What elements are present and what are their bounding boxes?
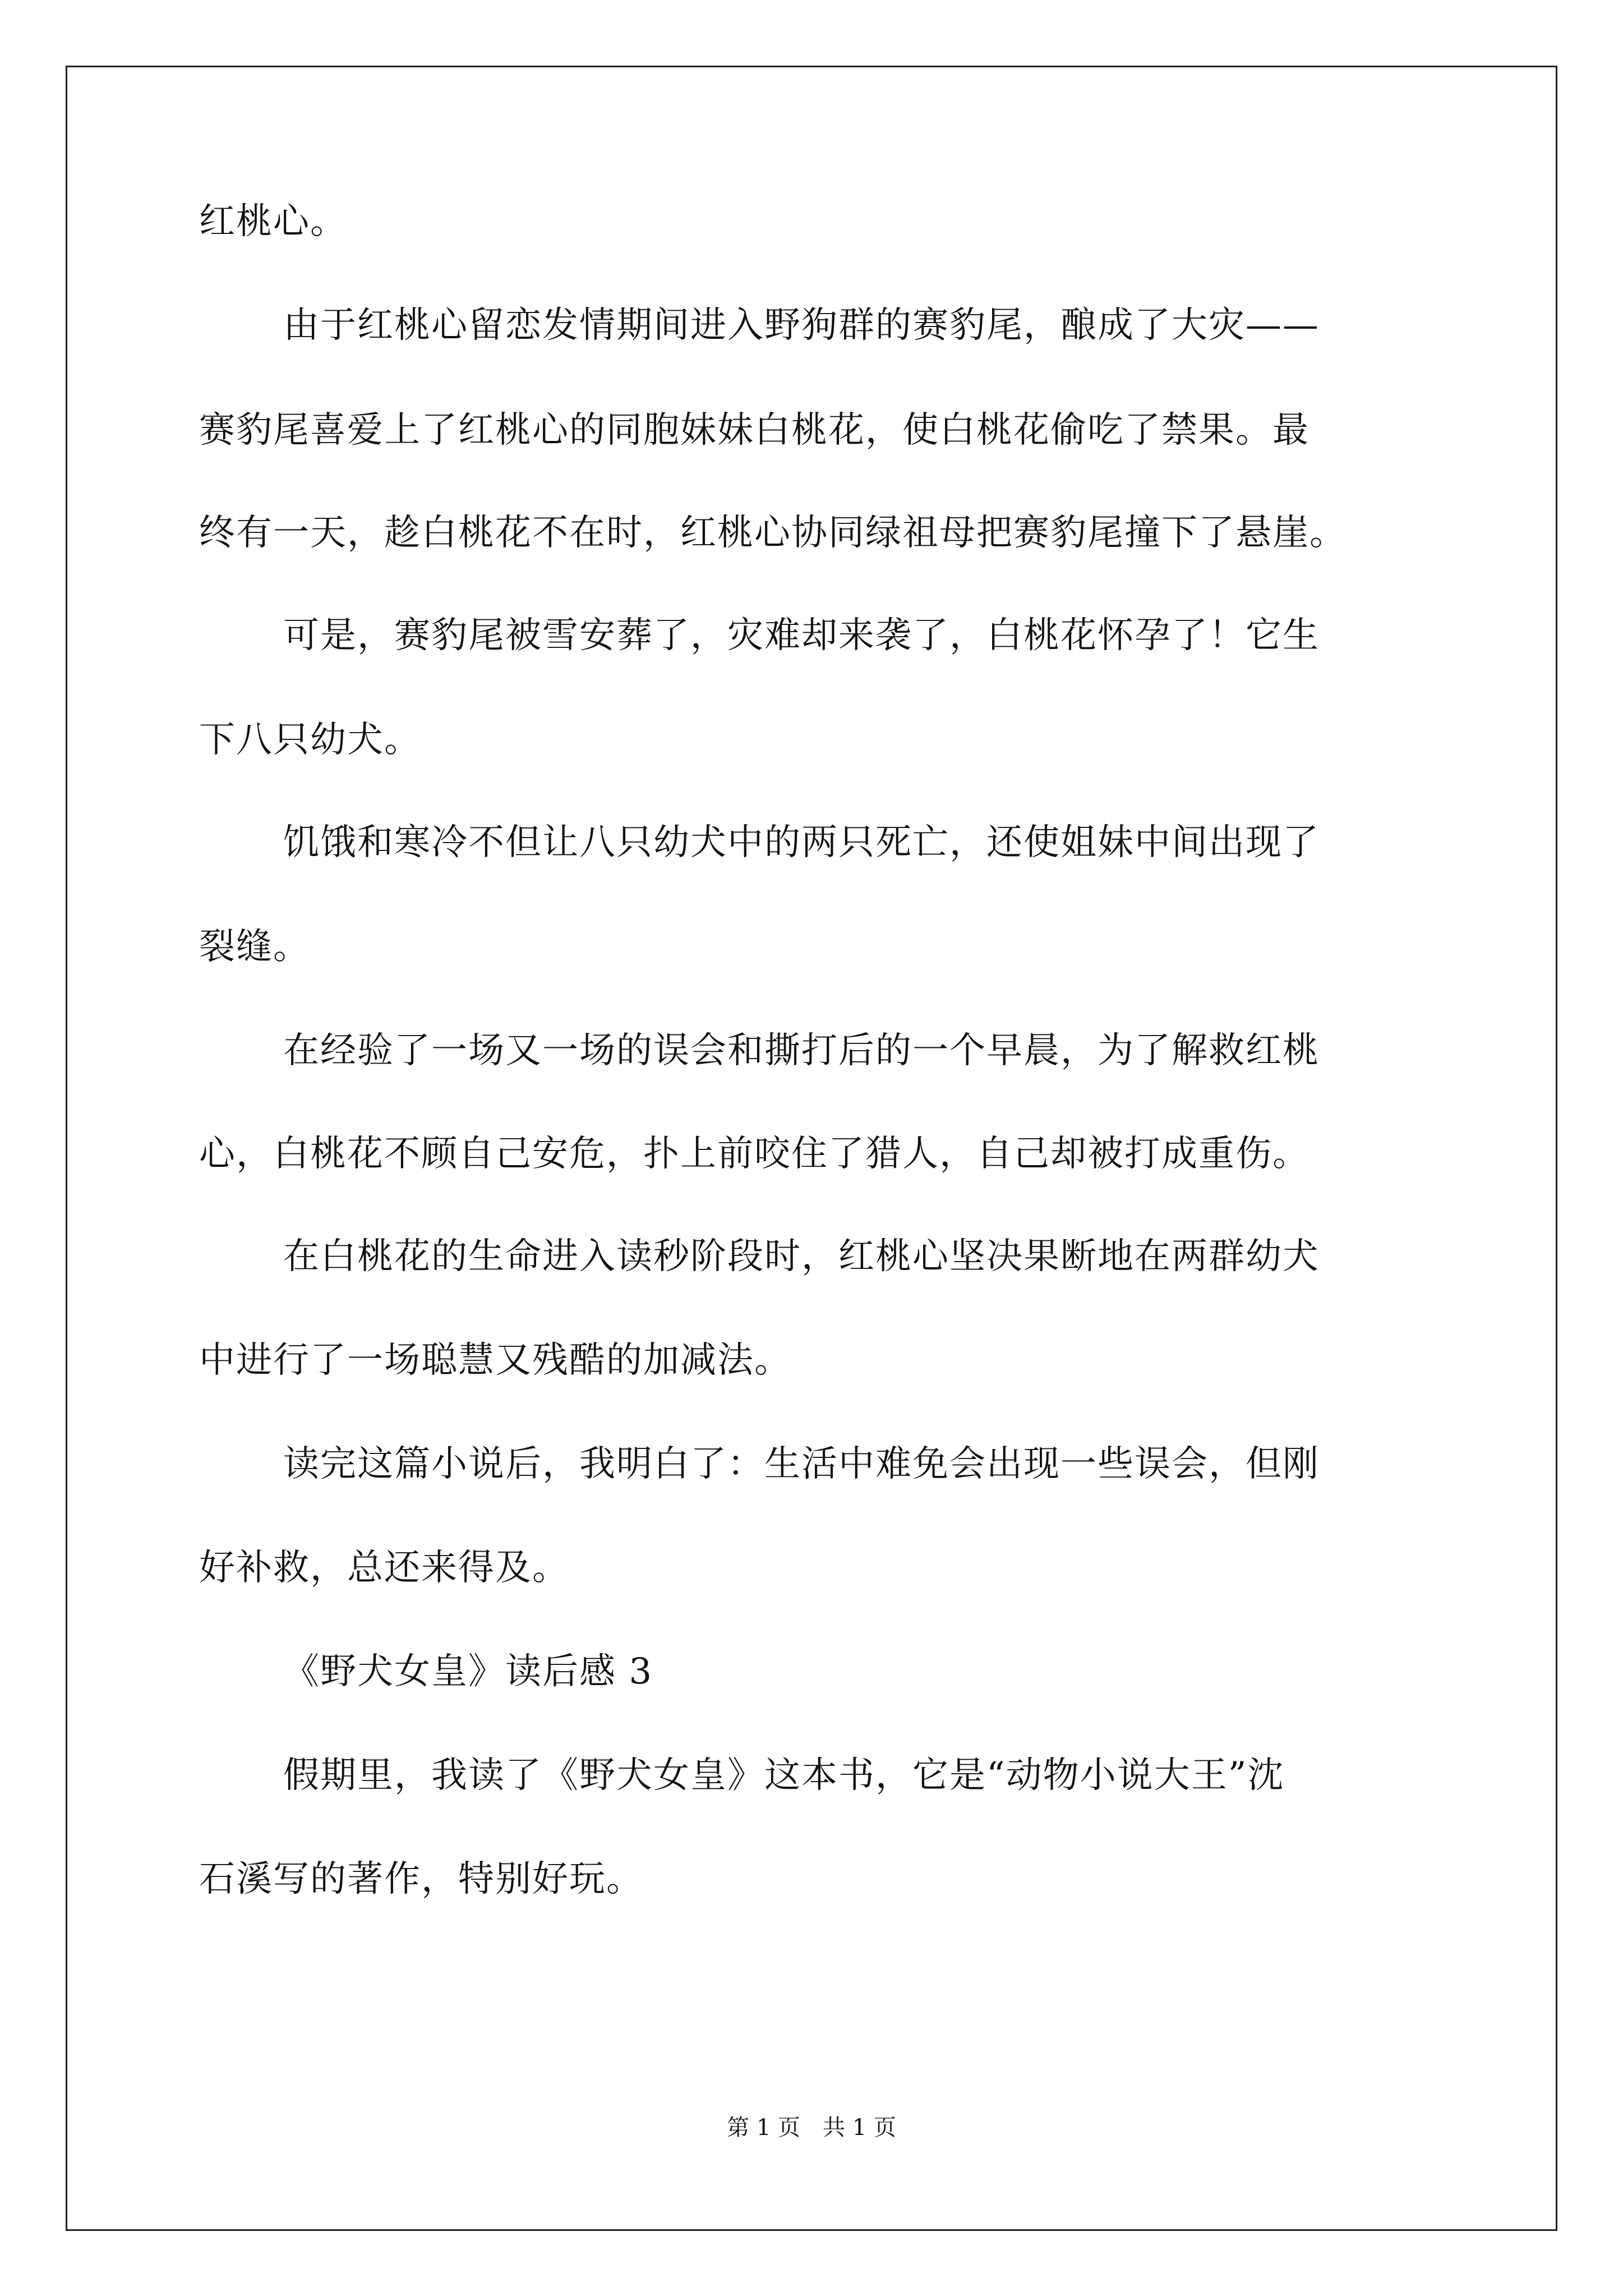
section-heading: 《野犬女皇》读后感 3: [283, 1651, 653, 1692]
paragraph-start-line: 可是，赛豹尾被雪安葬了，灾难却来袭了，白桃花怀孕了！它生: [283, 615, 1320, 656]
page-number: 第 1 页 共 1 页: [727, 2115, 896, 2141]
paragraph-start-line: 在经验了一场又一场的误会和撕打后的一个早晨，为了解救红桃: [283, 1030, 1320, 1071]
paragraph-start-line: 假期里，我读了《野犬女皇》这本书，它是“动物小说大王”沈: [283, 1755, 1285, 1796]
paragraph-start-line: 由于红桃心留恋发情期间进入野狗群的赛豹尾，酿成了大灾——: [283, 305, 1320, 346]
text-line: 裂缝。: [199, 926, 310, 968]
paragraph-start-line: 在白桃花的生命进入读秒阶段时，红桃心坚决果断地在两群幼犬: [283, 1236, 1320, 1277]
text-line: 好补救，总还来得及。: [199, 1547, 569, 1589]
paragraph-start-line: 读完这篇小说后，我明白了：生活中难免会出现一些误会，但刚: [283, 1443, 1320, 1485]
paragraph-start-line: 饥饿和寒冷不但让八只幼犬中的两只死亡，还使姐妹中间出现了: [283, 822, 1320, 863]
text-line: 下八只幼犬。: [199, 719, 421, 761]
text-line: 红桃心。: [199, 201, 347, 242]
text-line: 石溪写的著作，特别好玩。: [199, 1858, 643, 1900]
text-line: 赛豹尾喜爱上了红桃心的同胞妹妹白桃花，使白桃花偷吃了禁果。最: [199, 409, 1310, 451]
text-line: 心，白桃花不顾自己安危，扑上前咬住了猎人，自己却被打成重伤。: [199, 1133, 1310, 1175]
text-line: 终有一天，趁白桃花不在时，红桃心协同绿祖母把赛豹尾撞下了悬崖。: [199, 512, 1347, 554]
text-line: 中进行了一场聪慧又残酷的加减法。: [199, 1340, 791, 1381]
